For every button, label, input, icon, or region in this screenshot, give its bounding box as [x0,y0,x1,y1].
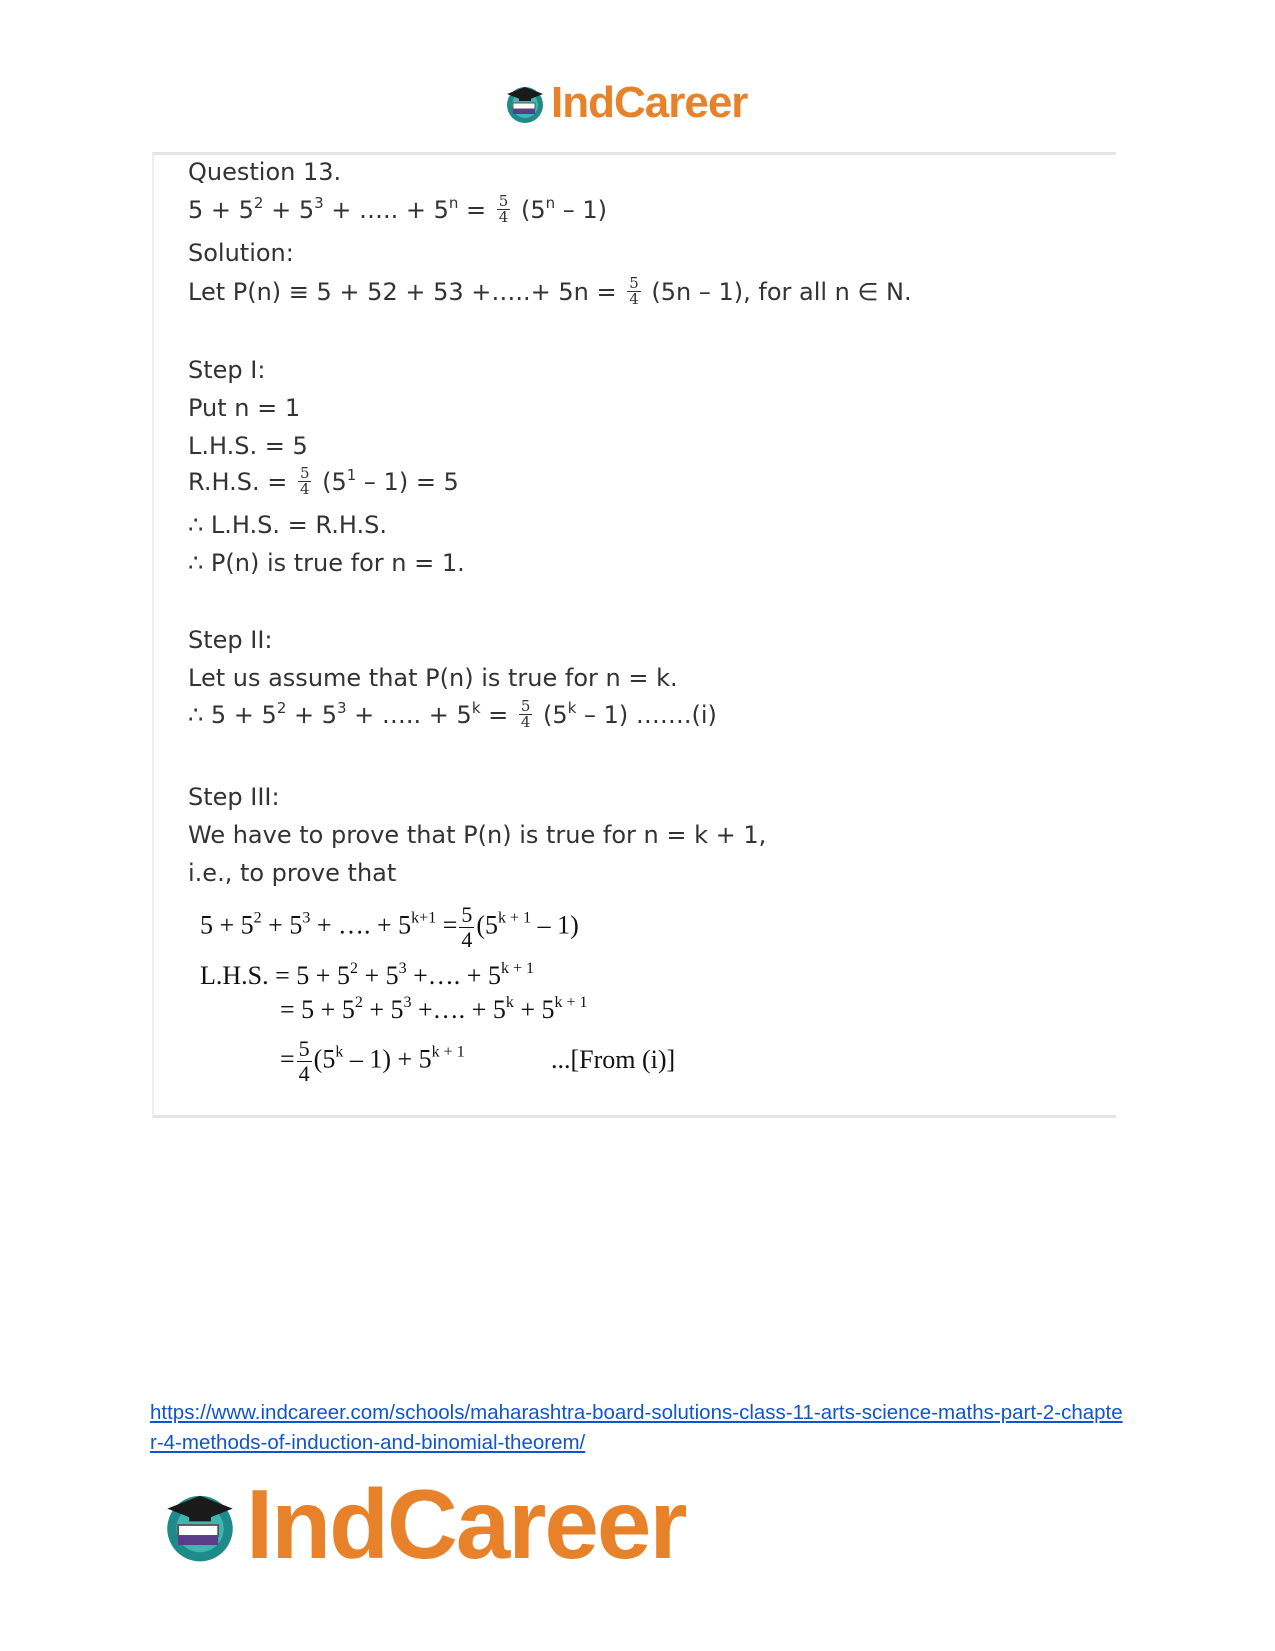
solution-label: Solution: [188,239,294,267]
step3-ie: i.e., to prove that [188,859,397,887]
step1-put: Put n = 1 [188,394,301,422]
brand-name: IndCareer [246,1469,686,1579]
step3-line3: = $\frac{5}{4}$ $(5^k - 1) + 5^{k + 1}$ [280,1036,465,1086]
question-statement: $5 + 5^2 + 5^3$ + ….. + $5^n$ = $\frac{5}{4}$ (5$^n$ – 1) [188,191,608,226]
step1-equal: ∴ L.H.S. = R.H.S. [188,511,387,539]
step1-rhs: R.H.S. = $\frac{5}{4}$ $(5^1 - 1) = 5$ [188,463,459,498]
step3-from-ref: ...[From (i)] [551,1045,676,1074]
step3-prove: We have to prove that P(n) is true for n = k + 1, [188,821,767,849]
footer-logo[interactable] [160,1468,686,1581]
solution-let: Let P(n) ≡ 5 + 52 + 53 +…..+ 5n = $\frac{5}{4}$ (5n – 1), for all n ∈ N. [188,273,912,308]
step3-line2: = $5 + 5^2 + 5^3$ +…. + $5^k + 5^{k + 1}$ [280,994,588,1024]
source-url-link[interactable]: https://www.indcareer.com/schools/maharashtra-board-solutions-class-11-arts-science-maths-part-2-chapter-4-methods-of-induction-and-binomial-theorem/ [150,1401,1123,1454]
step2-equation: ∴ $5 + 5^2 + 5^3$ + ….. + $5^k$ = $\frac{5}{4}$ (5$^k$ – 1) …….(i) [188,696,717,731]
brand-name: IndCareer [551,78,748,127]
graduation-cap-icon [160,1485,240,1565]
header-logo[interactable] [503,78,747,128]
question-title: Question 13. [188,158,342,186]
step3-lhs: L.H.S. = $5 + 5^2 + 5^3$ +…. + $5^{k + 1}$ [200,960,534,990]
step2-label: Step II: [188,626,273,654]
graduation-cap-icon [503,81,547,125]
step3-label: Step III: [188,783,280,811]
step2-assume: Let us assume that P(n) is true for n = k. [188,664,678,692]
step1-true: ∴ P(n) is true for n = 1. [188,549,465,577]
step1-lhs: L.H.S. = 5 [188,432,308,460]
step1-label: Step I: [188,356,266,384]
step3-target-equation: $5 + 5^2 + 5^3$ + …. + $5^{k+1}$ = $\frac{5}{4}$ $(5^{k + 1} - 1)$ [200,902,579,952]
solution-panel [152,152,1116,1118]
